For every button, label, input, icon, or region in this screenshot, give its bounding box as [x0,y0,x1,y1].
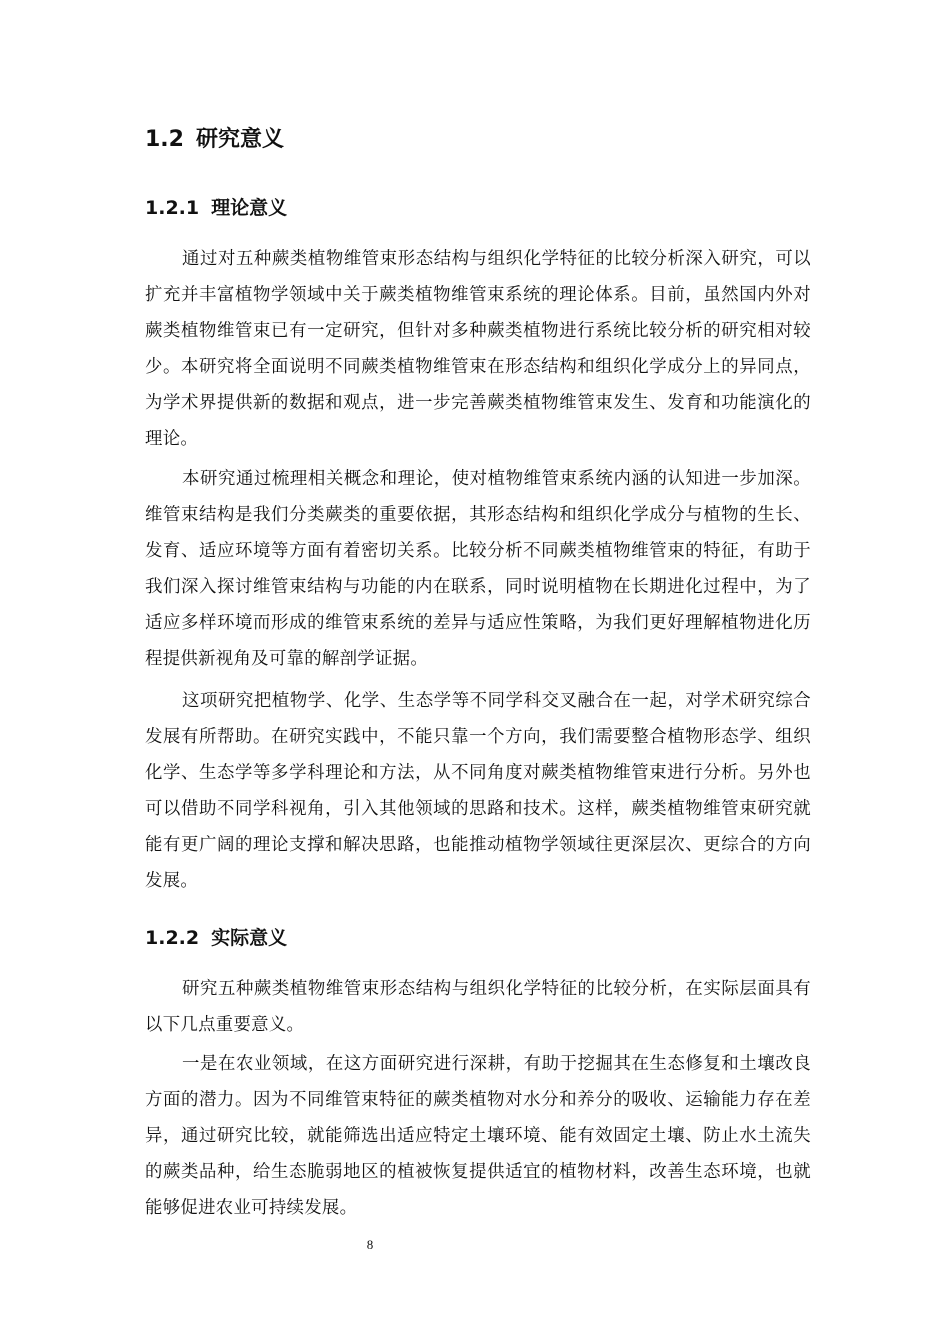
paragraph: 通过对五种蕨类植物维管束形态结构与组织化学特征的比较分析深入研究，可以扩充并丰富植物学领域中关于蕨类植物维管束系统的理论体系。目前，虽然国内外对蕨类植物维管束已有一定研究，但针对多种蕨类植物进行系统比较分析的研究相对较少。本研究将全面说明不同蕨类植物维管束在形态结构和组织化学成分上的异同点，为学术界提供新的数据和观点，进一步完善蕨类植物维管束发生、发育和功能演化的理论。 [145,249,811,449]
subsection-heading-practice [145,924,287,952]
section-title: 研究意义 [195,127,284,152]
paragraph: 一是在农业领域，在这方面研究进行深耕，有助于挖掘其在生态修复和土壤改良方面的潜力。因为不同维管束特征的蕨类植物对水分和养分的吸收、运输能力存在差异，通过研究比较，就能筛选出适应特定土壤环境、能有效固定土壤、防止水土流失的蕨类品种，给生态脆弱地区的植被恢复提供适宜的植物材料，改善生态环境，也就能够促进农业可持续发展。 [145,1054,811,1218]
subsection-title: 实际意义 [211,927,288,949]
paragraph: 研究五种蕨类植物维管束形态结构与组织化学特征的比较分析，在实际层面具有以下几点重要意义。 [145,979,811,1035]
subsection-heading-theory [145,194,287,222]
page-number: 8 [366,1237,374,1252]
subsection-title: 理论意义 [211,197,288,219]
section-heading [145,124,284,156]
subsection-number: 1.2.2 [145,927,200,949]
paragraph: 这项研究把植物学、化学、生态学等不同学科交叉融合在一起，对学术研究综合发展有所帮助。在研究实践中，不能只靠一个方向，我们需要整合植物形态学、组织化学、生态学等多学科理论和方法，从不同角度对蕨类植物维管束进行分析。另外也可以借助不同学科视角，引入其他领域的思路和技术。这样，蕨类植物维管束研究就能有更广阔的理论支撑和解决思路，也能推动植物学领域往更深层次、更综合的方向发展。 [145,691,811,891]
subsection-number: 1.2.1 [145,197,200,219]
section-number: 1.2 [145,127,184,152]
paragraph: 本研究通过梳理相关概念和理论，使对植物维管束系统内涵的认知进一步加深。维管束结构是我们分类蕨类的重要依据，其形态结构和组织化学成分与植物的生长、发育、适应环境等方面有着密切关系。比较分析不同蕨类植物维管束的特征，有助于我们深入探讨维管束结构与功能的内在联系，同时说明植物在长期进化过程中，为了适应多样环境而形成的维管束系统的差异与适应性策略，为我们更好理解植物进化历程提供新视角及可靠的解剖学证据。 [145,469,811,669]
